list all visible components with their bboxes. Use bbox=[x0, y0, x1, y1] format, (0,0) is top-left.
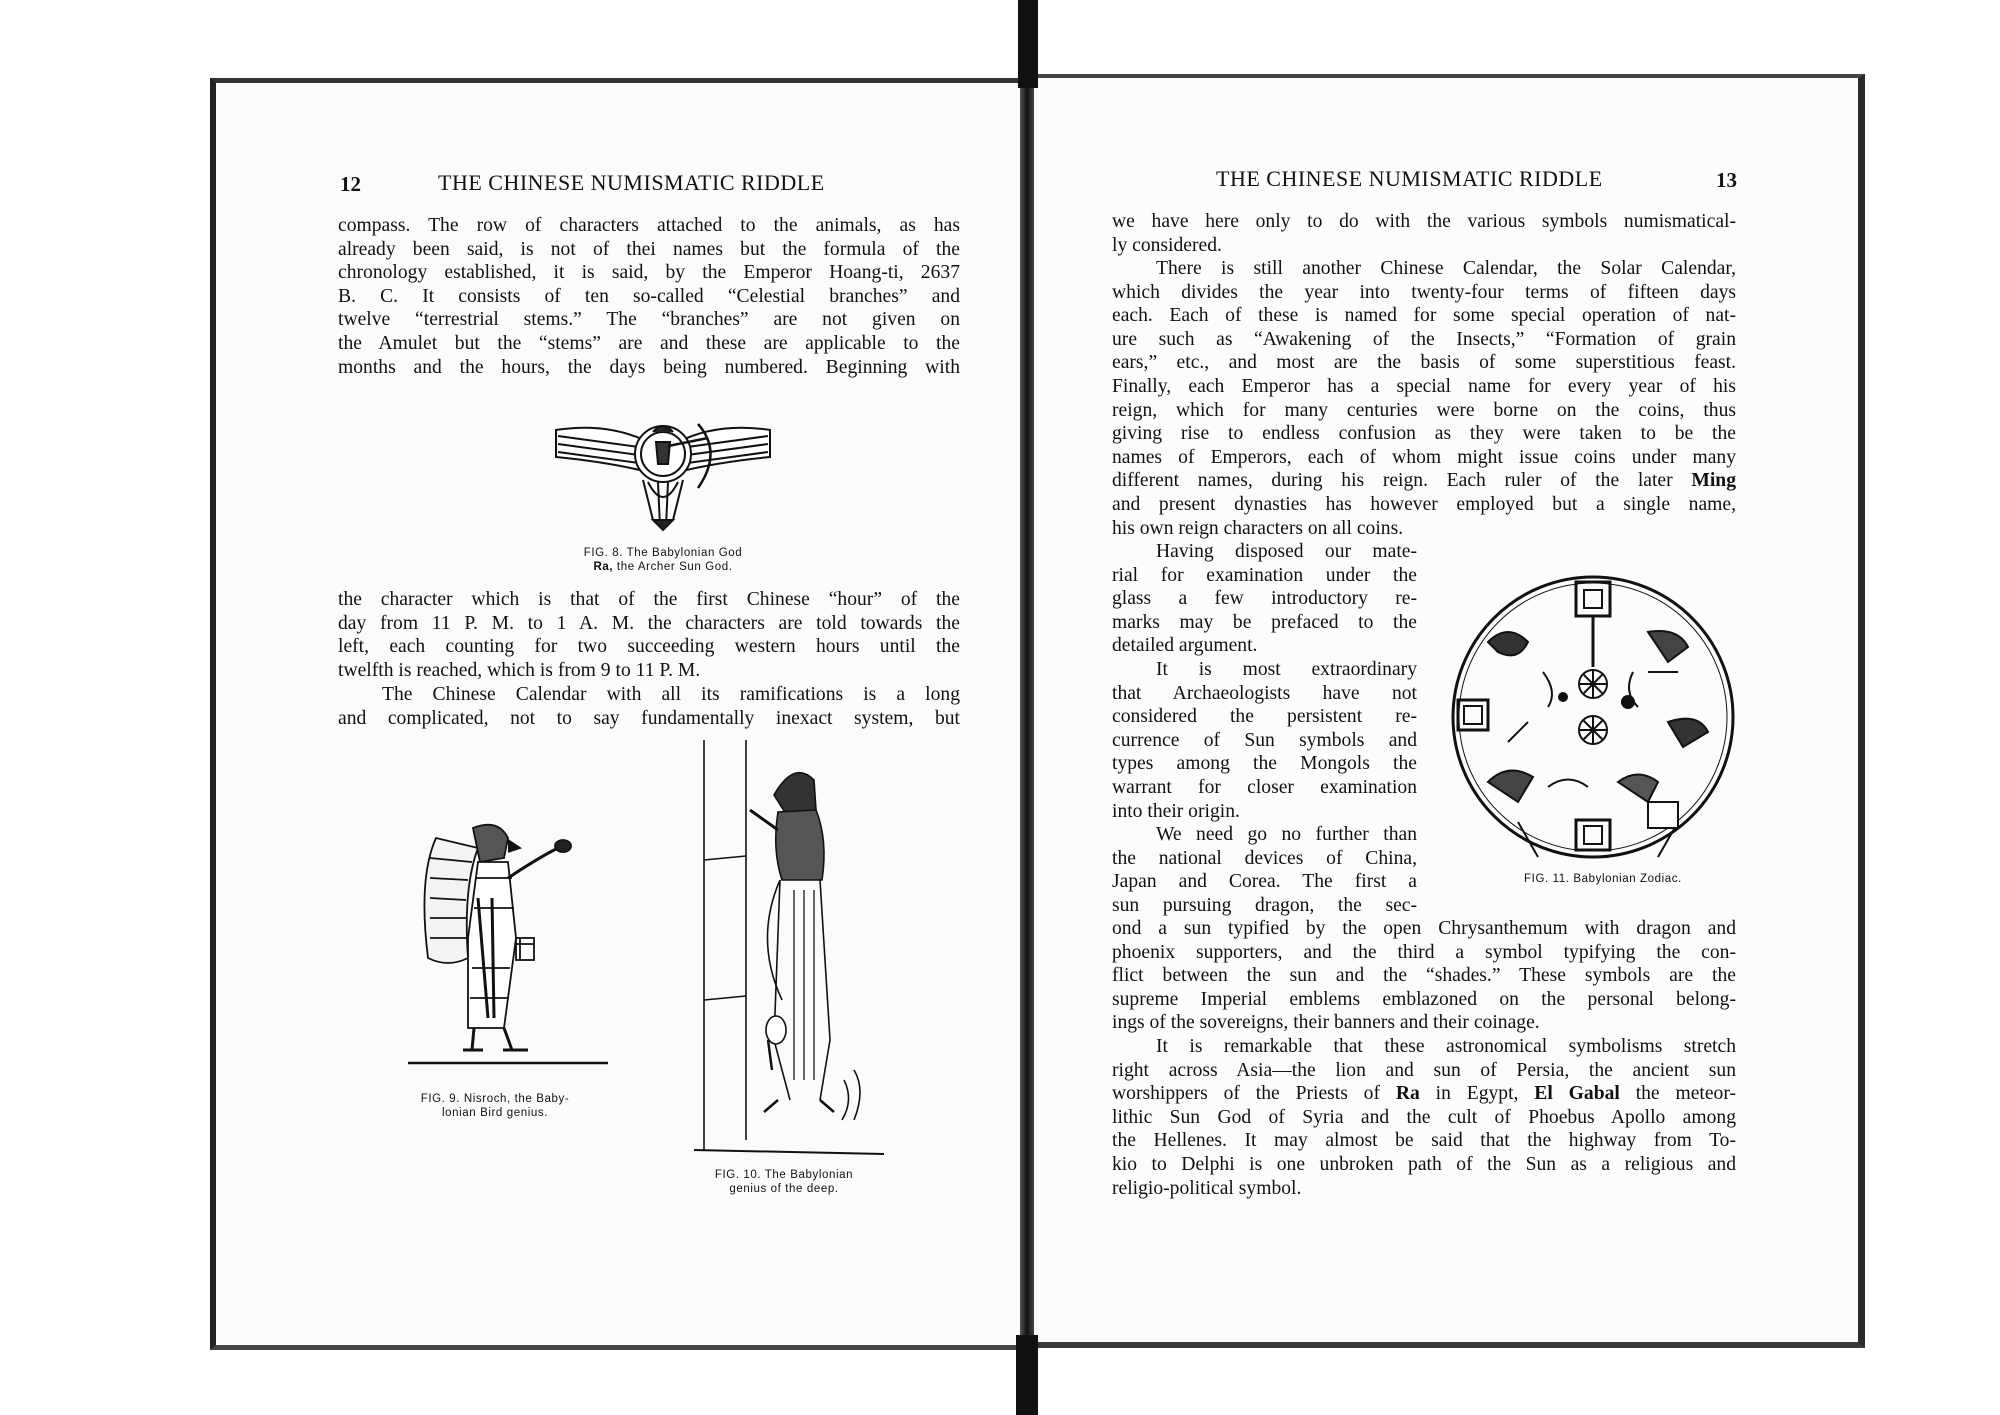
fig9-caption-line2: lonian Bird genius. bbox=[441, 1107, 549, 1119]
fig8-caption bbox=[528, 546, 798, 574]
fig11-caption: FIG. 11. Babylonian Zodiac. bbox=[1524, 873, 1682, 885]
text-line: already been said, is not of thei names but the formula of the bbox=[338, 238, 960, 260]
text-line: supreme Imperial emblems emblazoned on the personal belong- bbox=[1112, 988, 1736, 1010]
fig8-caption-bold: Ra, bbox=[593, 561, 614, 573]
text-line: the Hellenes. It may almost be said that the highway from To- bbox=[1112, 1130, 1736, 1152]
text-line: types among the Mongols the bbox=[1112, 753, 1417, 775]
text-line: B. C. It consists of ten so-called “Celestial branches” and bbox=[338, 285, 960, 307]
text-line: twelfth is reached, which is from 9 to 11 P. M. bbox=[338, 659, 701, 681]
gutter-bottom-shadow bbox=[1016, 1335, 1038, 1415]
el-gabal-bold: El Gabal bbox=[1534, 1083, 1620, 1105]
text-line: and complicated, not to say fundamentally inexact system, but bbox=[338, 707, 960, 729]
text-line: we have here only to do with the various symbols numismatical- bbox=[1112, 211, 1736, 232]
left-page-number: 12 bbox=[340, 172, 361, 196]
fig10-caption-line1: FIG. 10. The Babylonian bbox=[714, 1169, 854, 1181]
text-line: ond a sun typified by the open Chrysanthemum with dragon and bbox=[1112, 918, 1736, 939]
text-line: ure such as “Awakening of the Insects,” “Formation of grain bbox=[1112, 328, 1736, 350]
text-line: The Chinese Calendar with all its ramifications is a long bbox=[382, 684, 960, 705]
text-line: flict between the sun and the “shades.” These symbols are the bbox=[1112, 965, 1736, 987]
text-line: lithic Sun God of Syria and the cult of Phoebus Apollo among bbox=[1112, 1106, 1736, 1128]
fig8-winged-archer-illustration bbox=[548, 402, 778, 534]
text-line: into their origin. bbox=[1112, 800, 1240, 822]
fig9-bird-genius-illustration bbox=[408, 818, 608, 1068]
left-paragraph-2 bbox=[338, 588, 960, 682]
text-line: religio-political symbol. bbox=[1112, 1177, 1302, 1199]
fig9-caption bbox=[410, 1092, 580, 1120]
right-paragraph-3 bbox=[1112, 540, 1417, 658]
right-running-head: THE CHINESE NUMISMATIC RIDDLE bbox=[1216, 166, 1603, 191]
text-segment: in Egypt, bbox=[1419, 1083, 1535, 1105]
text-line: considered the persistent re- bbox=[1112, 706, 1417, 728]
text-line: It is remarkable that these astronomical symbolisms stretch bbox=[1156, 1036, 1736, 1057]
text-line: reign, which for many centuries were borne on the coins, thus bbox=[1112, 399, 1736, 421]
text-line: detailed argument. bbox=[1112, 635, 1258, 657]
text-line: currence of Sun symbols and bbox=[1112, 729, 1417, 751]
text-segment: different names, during his reign. Each ruler of the later bbox=[1112, 470, 1692, 492]
fig10-caption bbox=[684, 1168, 884, 1196]
text-line: twelve “terrestrial stems.” The “branches” are not given on bbox=[338, 309, 960, 331]
text-line: warrant for closer examination bbox=[1112, 776, 1417, 798]
text-line: giving rise to endless confusion as they were taken to be the bbox=[1112, 423, 1736, 445]
text-line: kio to Delphi is one unbroken path of the Sun as a religious and bbox=[1112, 1153, 1736, 1175]
text-line: It is most extraordinary bbox=[1156, 659, 1417, 680]
text-line: glass a few introductory re- bbox=[1112, 588, 1417, 610]
text-line: Having disposed our mate- bbox=[1156, 541, 1417, 562]
text-line: that Archaeologists have not bbox=[1112, 682, 1417, 704]
text-line: his own reign characters on all coins. bbox=[1112, 517, 1404, 539]
text-line: There is still another Chinese Calendar, the Solar Calendar, bbox=[1156, 258, 1736, 279]
fig10-caption-line2: genius of the deep. bbox=[729, 1183, 839, 1195]
left-paragraph-3 bbox=[338, 683, 960, 730]
ra-bold: Ra bbox=[1395, 1083, 1420, 1105]
fig11-zodiac-disc-illustration bbox=[1448, 572, 1738, 862]
gutter-top-shadow bbox=[1018, 0, 1038, 88]
right-paragraph-2 bbox=[1112, 257, 1736, 540]
right-paragraph-5-narrow bbox=[1112, 823, 1417, 917]
fig10-genius-of-deep-illustration bbox=[694, 740, 884, 1160]
text-line: ings of the sovereigns, their banners and their coinage. bbox=[1112, 1012, 1540, 1034]
text-line: phoenix supporters, and the third a symbol typifying the con- bbox=[1112, 941, 1736, 963]
right-paragraph-5-wide bbox=[1112, 917, 1736, 1035]
text-line: compass. The row of characters attached to the animals, as has bbox=[338, 215, 960, 236]
text-segment: the meteor- bbox=[1619, 1083, 1737, 1105]
text-line: chronology established, it is said, by the Emperor Hoang-ti, 2637 bbox=[338, 262, 960, 284]
text-segment: worshippers of the Priests of bbox=[1112, 1083, 1396, 1105]
text-line: day from 11 P. M. to 1 A. M. the characters are told towards the bbox=[338, 612, 960, 634]
text-line: Finally, each Emperor has a special name for every year of his bbox=[1112, 375, 1736, 397]
text-line: and present dynasties has however employed but a single name, bbox=[1112, 493, 1736, 515]
text-line: ly considered. bbox=[1112, 234, 1222, 256]
right-paragraph-4 bbox=[1112, 658, 1417, 823]
text-line: the character which is that of the first Chinese “hour” of the bbox=[338, 589, 960, 610]
text-line: left, each counting for two succeeding western hours until the bbox=[338, 636, 960, 658]
fig9-caption-line1: FIG. 9. Nisroch, the Baby- bbox=[420, 1093, 570, 1105]
right-paragraph-6 bbox=[1112, 1035, 1736, 1200]
text-line: We need go no further than bbox=[1156, 824, 1417, 845]
fig8-caption-line1: FIG. 8. The Babylonian God bbox=[583, 547, 743, 559]
left-running-head: THE CHINESE NUMISMATIC RIDDLE bbox=[438, 170, 825, 195]
text-line: rial for examination under the bbox=[1112, 564, 1417, 586]
text-line-with-bold bbox=[1112, 469, 1736, 493]
text-line: Japan and Corea. The first a bbox=[1112, 871, 1417, 893]
fig8-caption-line2: the Archer Sun God. bbox=[613, 561, 733, 573]
text-line: sun pursuing dragon, the sec- bbox=[1112, 894, 1417, 916]
text-line: right across Asia—the lion and sun of Persia, the ancient sun bbox=[1112, 1059, 1736, 1081]
text-line: the national devices of China, bbox=[1112, 847, 1417, 869]
book-gutter bbox=[1020, 0, 1034, 1415]
text-line: months and the hours, the days being numbered. Beginning with bbox=[338, 356, 960, 378]
text-line: names of Emperors, each of whom might issue coins under many bbox=[1112, 446, 1736, 468]
text-line-with-bold bbox=[1112, 1082, 1736, 1106]
text-line: which divides the year into twenty-four terms of fifteen days bbox=[1112, 281, 1736, 303]
text-line: marks may be prefaced to the bbox=[1112, 611, 1417, 633]
text-line: the Amulet but the “stems” are and these are applicable to the bbox=[338, 332, 960, 354]
left-paragraph-1 bbox=[338, 214, 960, 379]
text-line: ears,” etc., and most are the basis of some superstitious feast. bbox=[1112, 352, 1736, 374]
right-paragraph-1 bbox=[1112, 210, 1736, 257]
right-page-number: 13 bbox=[1716, 168, 1737, 192]
text-line: each. Each of these is named for some special operation of nat- bbox=[1112, 305, 1736, 327]
ming-bold: Ming bbox=[1691, 470, 1736, 492]
